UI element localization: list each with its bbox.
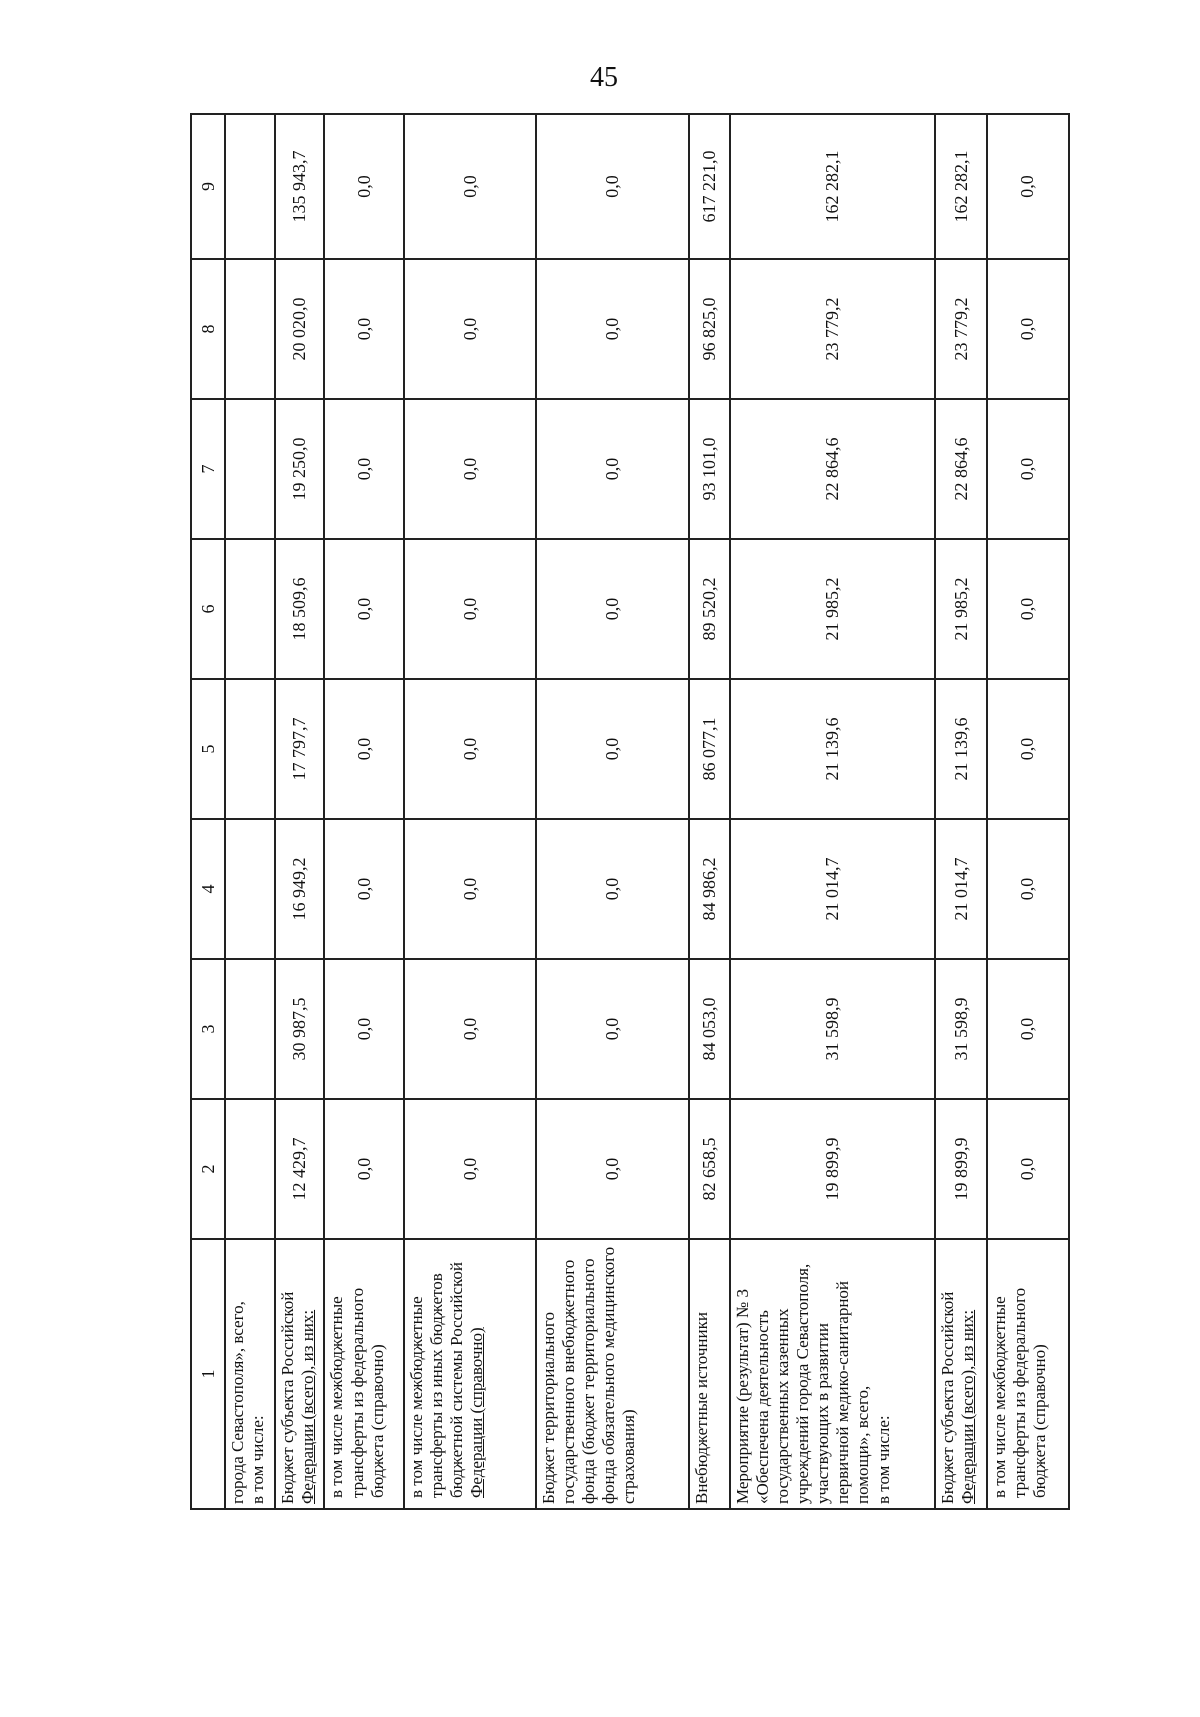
row-label-cell [730, 1239, 935, 1509]
value-cell: 20 020,0 [275, 259, 325, 399]
value-cell: 0,0 [404, 399, 536, 539]
row-label-note: в том числе: [248, 1415, 268, 1504]
value-cell: 23 779,2 [730, 259, 935, 399]
value-cell: 162 282,1 [730, 114, 935, 259]
value-cell [225, 819, 275, 959]
row-label-underlined: Федерации (всего), из них: [297, 1309, 317, 1504]
value-cell: 22 864,6 [935, 399, 987, 539]
column-number: 4 [191, 819, 225, 959]
value-cell: 0,0 [536, 114, 689, 259]
table-row [275, 114, 325, 1509]
value-cell: 30 987,5 [275, 959, 325, 1099]
table-row [689, 114, 730, 1509]
value-cell: 0,0 [324, 819, 404, 959]
value-cell: 0,0 [404, 679, 536, 819]
value-cell: 12 429,7 [275, 1099, 325, 1239]
value-cell: 82 658,5 [689, 1099, 730, 1239]
row-label: Бюджет субъекта Российской [938, 1291, 958, 1504]
value-cell: 21 139,6 [730, 679, 935, 819]
value-cell: 0,0 [987, 539, 1069, 679]
value-cell: 617 221,0 [689, 114, 730, 259]
value-cell: 21 985,2 [730, 539, 935, 679]
row-label-underlined: Федерации (всего), из них: [958, 1309, 978, 1504]
value-cell: 23 779,2 [935, 259, 987, 399]
value-cell: 135 943,7 [275, 114, 325, 259]
value-cell: 0,0 [324, 679, 404, 819]
value-cell: 89 520,2 [689, 539, 730, 679]
value-cell: 19 899,9 [935, 1099, 987, 1239]
row-label-cell [225, 1239, 275, 1509]
row-label-cell [689, 1239, 730, 1509]
value-cell: 0,0 [324, 1099, 404, 1239]
value-cell: 162 282,1 [935, 114, 987, 259]
value-cell: 0,0 [987, 399, 1069, 539]
row-label: в том числе межбюджетные трансферты из иных бюджетов бюджетной системы Российской [407, 1262, 467, 1498]
value-cell: 0,0 [987, 819, 1069, 959]
value-cell: 0,0 [536, 399, 689, 539]
value-cell: 0,0 [536, 259, 689, 399]
row-label: в том числе межбюджетные трансферты из федерального бюджета (справочно) [989, 1287, 1050, 1498]
value-cell: 0,0 [987, 1099, 1069, 1239]
value-cell: 96 825,0 [689, 259, 730, 399]
value-cell: 93 101,0 [689, 399, 730, 539]
value-cell: 84 053,0 [689, 959, 730, 1099]
column-number: 1 [191, 1239, 225, 1509]
value-cell: 0,0 [404, 259, 536, 399]
table-row [987, 114, 1069, 1509]
value-cell: 31 598,9 [935, 959, 987, 1099]
value-cell: 0,0 [324, 539, 404, 679]
row-label: города Севастополя», всего, [228, 1301, 247, 1504]
value-cell: 0,0 [987, 259, 1069, 399]
table-row [935, 114, 987, 1509]
row-label: Мероприятие (результат) № 3 «Обеспечена деятельность государственных казенных учреждений города Севастополя, участвующих в развитии первичной медико-санитарной помощи», всего, [733, 1263, 873, 1504]
value-cell [225, 259, 275, 399]
value-cell: 0,0 [536, 959, 689, 1099]
value-cell [225, 679, 275, 819]
value-cell: 21 139,6 [935, 679, 987, 819]
page-number: 45 [590, 62, 618, 93]
value-cell: 0,0 [324, 399, 404, 539]
value-cell: 0,0 [536, 1099, 689, 1239]
column-number: 5 [191, 679, 225, 819]
value-cell [225, 114, 275, 259]
value-cell: 19 250,0 [275, 399, 325, 539]
column-number: 6 [191, 539, 225, 679]
value-cell: 84 986,2 [689, 819, 730, 959]
table-row [730, 114, 935, 1509]
value-cell: 0,0 [987, 114, 1069, 259]
row-label-cell [404, 1239, 536, 1509]
value-cell: 0,0 [987, 959, 1069, 1099]
row-label-cell [324, 1239, 404, 1509]
value-cell: 0,0 [404, 1099, 536, 1239]
value-cell [225, 399, 275, 539]
row-label: Внебюджетные источники [692, 1312, 712, 1504]
row-label: в том числе межбюджетные трансферты из федерального бюджета (справочно) [327, 1287, 387, 1498]
value-cell: 0,0 [987, 679, 1069, 819]
value-cell [225, 1099, 275, 1239]
value-cell [225, 959, 275, 1099]
table-row [324, 114, 404, 1509]
value-cell: 0,0 [536, 679, 689, 819]
row-label-cell [536, 1239, 689, 1509]
budget-table [190, 113, 1070, 1510]
column-number: 3 [191, 959, 225, 1099]
row-label: Бюджет территориального государственного внебюджетного фонда (бюджет территориального фонда обязательного медицинского страхования) [538, 1246, 639, 1504]
value-cell: 16 949,2 [275, 819, 325, 959]
value-cell: 0,0 [324, 959, 404, 1099]
row-label-note: в том числе: [873, 1415, 893, 1504]
value-cell: 0,0 [404, 819, 536, 959]
table-row [536, 114, 689, 1509]
column-number: 8 [191, 259, 225, 399]
value-cell: 0,0 [536, 539, 689, 679]
table-container [190, 115, 1070, 1510]
value-cell [225, 539, 275, 679]
value-cell: 19 899,9 [730, 1099, 935, 1239]
table-row [404, 114, 536, 1509]
row-label-cell [987, 1239, 1069, 1509]
value-cell: 0,0 [404, 959, 536, 1099]
column-number: 7 [191, 399, 225, 539]
column-number-row [191, 114, 225, 1509]
row-label-underlined: Федерации (справочно) [467, 1327, 487, 1498]
value-cell: 21 014,7 [730, 819, 935, 959]
value-cell: 21 014,7 [935, 819, 987, 959]
row-label: Бюджет субъекта Российской [277, 1291, 297, 1504]
row-label-cell [935, 1239, 987, 1509]
value-cell: 17 797,7 [275, 679, 325, 819]
column-number: 2 [191, 1099, 225, 1239]
value-cell: 86 077,1 [689, 679, 730, 819]
value-cell: 0,0 [404, 539, 536, 679]
value-cell: 21 985,2 [935, 539, 987, 679]
column-number: 9 [191, 114, 225, 259]
row-label-cell [275, 1239, 325, 1509]
value-cell: 0,0 [324, 114, 404, 259]
value-cell: 18 509,6 [275, 539, 325, 679]
table-row [225, 114, 275, 1509]
value-cell: 0,0 [324, 259, 404, 399]
value-cell: 31 598,9 [730, 959, 935, 1099]
value-cell: 0,0 [536, 819, 689, 959]
value-cell: 0,0 [404, 114, 536, 259]
value-cell: 22 864,6 [730, 399, 935, 539]
